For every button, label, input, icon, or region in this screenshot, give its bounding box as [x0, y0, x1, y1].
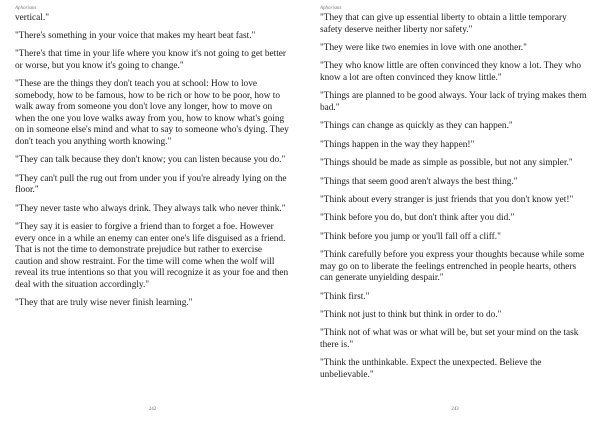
quote: "Think not just to think but think in order to do." [320, 310, 502, 321]
quote: "They can't pull the rug out from under you if you're already lying on the floor." [15, 173, 287, 196]
running-head-right: Aphorisms [320, 6, 342, 11]
quote: "There's that time in your life where you know it's not going to get better or worse, but you know it's going to change." [15, 48, 287, 71]
quote: "Think before you jump or you'll fall off a cliff." [320, 231, 501, 242]
quote: "There's something in your voice that makes my heart beat fast." [15, 30, 256, 41]
quote-continuation: vertical." [15, 13, 49, 23]
quote: "They say it is easier to forgive a friend than to forget a foe. However every once in a while an enemy can enter one's life disguised as a friend. That is not the time to demonstrate prejudice but rather to exercise caution and show restraint. For the time will come when the wolf will reveal its true intentions so that you will recognize it as your foe and then deal with the situation accordingly." [15, 222, 289, 291]
quote: "These are the things they don't teach you at school: How to love somebody, how to be famous, how to be rich or how to be poor, how to walk away from someone you don't love any longer, how to move on when the one you love walks away from you, how to know what's going on in someone else's mind and what to say to someone who's dying. They don't teach you anything worth knowing." [15, 78, 289, 147]
quote: "They were like two enemies in love with one another." [320, 42, 527, 53]
page-number-right: 243 [451, 407, 459, 412]
quote: "Think before you do, but don't think after you did." [320, 213, 515, 224]
quote: "They who know little are often convinced they know a lot. They who know a lot are often convinced they know little." [320, 61, 582, 83]
quote: "They never taste who always drink. They always talk who never think." [15, 203, 286, 214]
quote: "Things can change as quickly as they can happen." [320, 121, 513, 132]
quote: "Think carefully before you express your thoughts because while some may go on to liberate the feelings entrenched in people hearts, others can generate unyielding despair." [320, 250, 585, 284]
right-page [300, 0, 600, 424]
running-head-left: Aphorisms [15, 6, 37, 11]
quote: "Things are planned to be good always. Your lack of trying makes them bad." [320, 91, 587, 113]
quote: "Things that seem good aren't always the best thing." [320, 176, 518, 187]
quote: "They that can give up essential liberty to obtain a little temporary safety deserve neither liberty nor safety." [320, 13, 567, 35]
quote: "Think not of what was or what will be, but set your mind on the task there is." [320, 328, 579, 351]
quote: "They that are truly wise never finish learning." [15, 298, 193, 309]
quote: "Think first." [320, 291, 370, 302]
quote: "Think about every stranger is just friends that you don't know yet!" [320, 194, 574, 205]
page-number-left: 242 [148, 407, 157, 412]
quote: "Think the unthinkable. Expect the unexpected. Believe the unbelievable." [320, 358, 542, 381]
quote: "They can talk because they don't know; you can listen because you do." [15, 155, 286, 166]
quote: "Things should be made as simple as possible, but not any simpler." [320, 158, 573, 169]
quote: "Things happen in the way they happen!" [320, 139, 475, 150]
